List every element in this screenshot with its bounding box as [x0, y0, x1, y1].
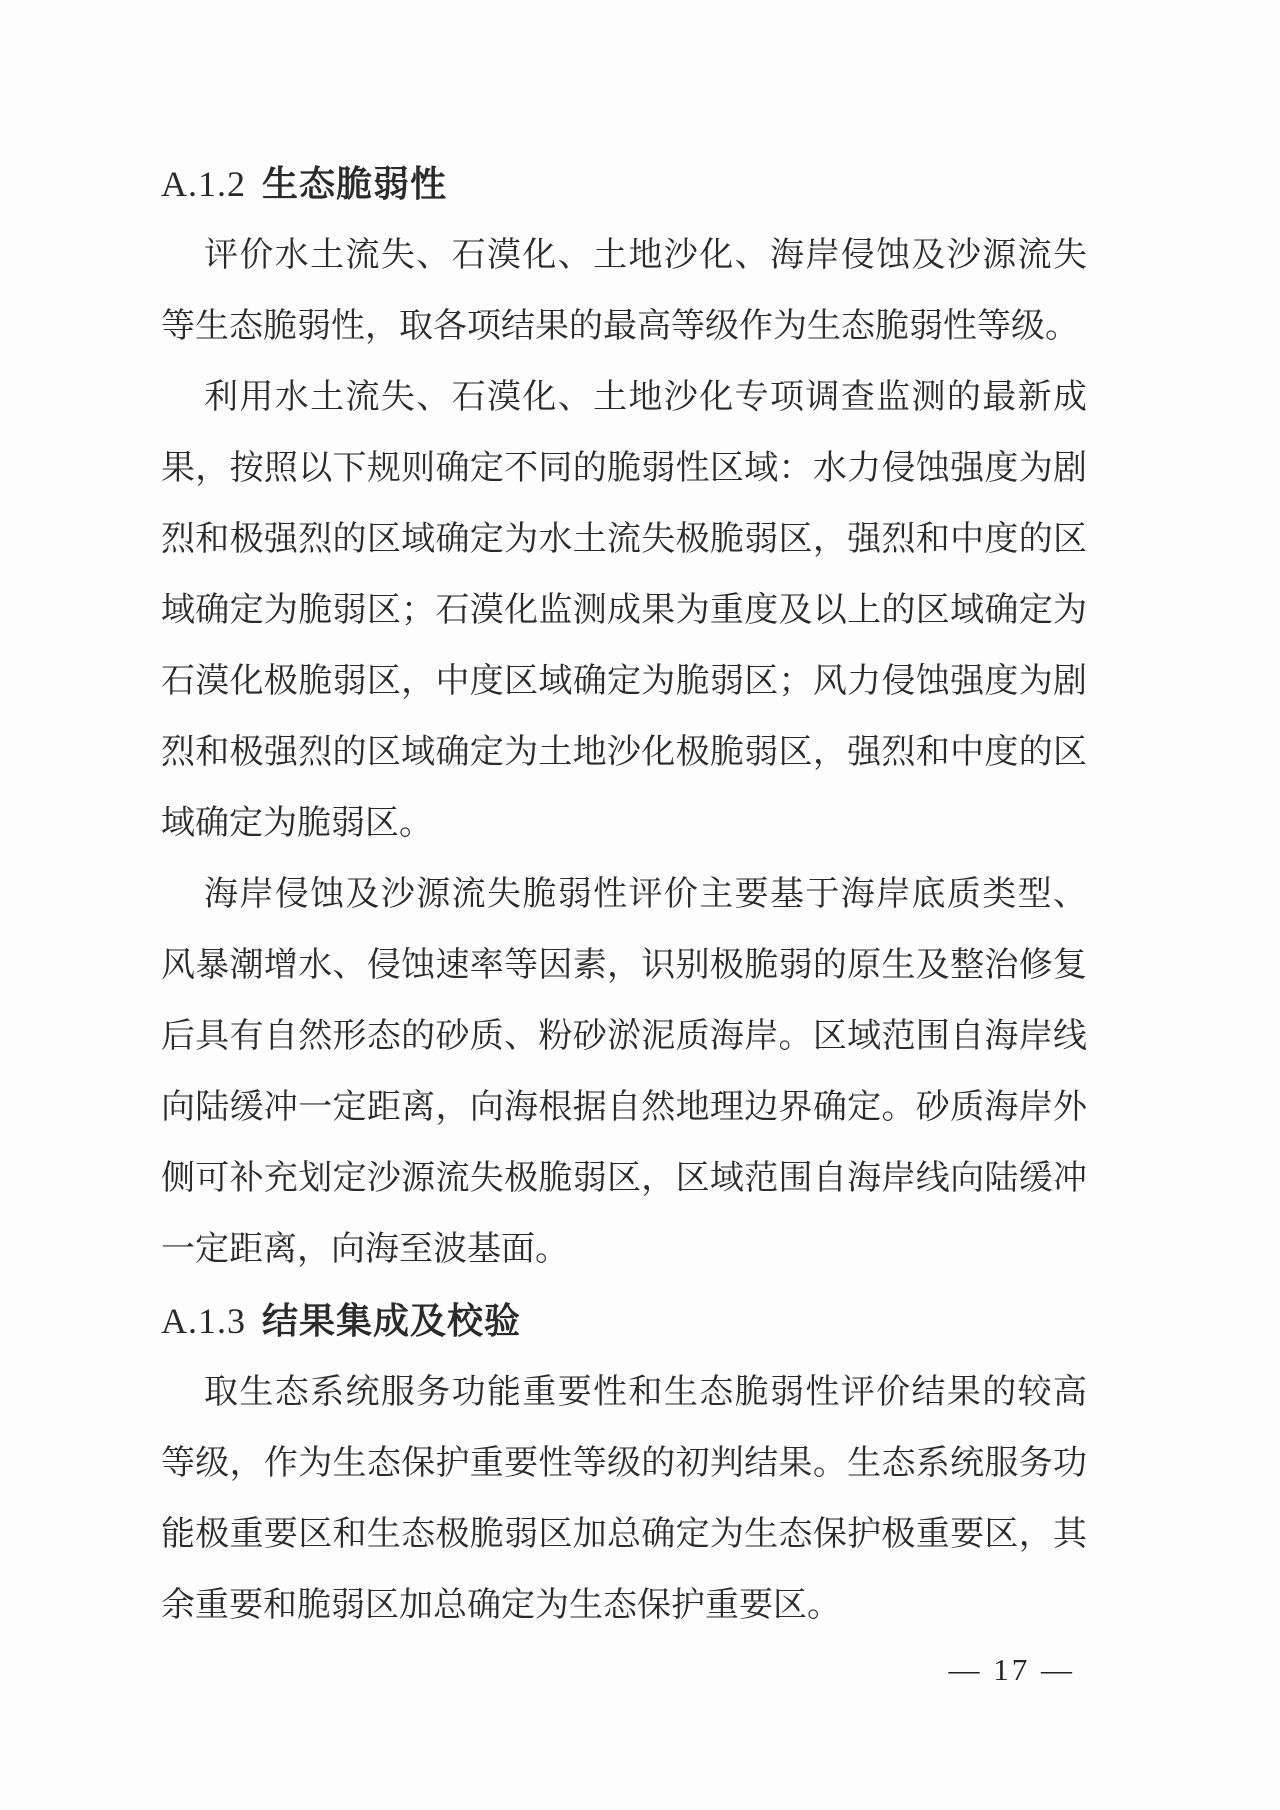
- document-body: [161, 148, 1087, 1697]
- paragraph: 取生态系统服务功能重要性和生态脆弱性评价结果的较高等级，作为生态保护重要性等级的初判结果。生态系统服务功能极重要区和生态极脆弱区加总确定为生态保护极重要区，其余重要和脆弱区加总确定为生态保护重要区。: [161, 1374, 1087, 1624]
- paragraph: 评价水土流失、石漠化、土地沙化、海岸侵蚀及沙源流失等生态脆弱性，取各项结果的最高等级作为生态脆弱性等级。: [161, 237, 1087, 345]
- paragraph: 海岸侵蚀及沙源流失脆弱性评价主要基于海岸底质类型、风暴潮增水、侵蚀速率等因素，识别极脆弱的原生及整治修复后具有自然形态的砂质、粉砂淤泥质海岸。区域范围自海岸线向陆缓冲一定距离，向海根据自然地理边界确定。砂质海岸外侧可补充划定沙源流失极脆弱区，区域范围自海岸线向陆缓冲一定距离，向海至波基面。: [161, 876, 1087, 1268]
- section-heading-a12: [161, 148, 1087, 220]
- section-heading-a13: [161, 1285, 1087, 1357]
- section-title: 生态脆弱性: [262, 163, 448, 204]
- page-number: — 17 —: [948, 1652, 1075, 1687]
- section-title: 结果集成及校验: [262, 1300, 522, 1341]
- section-number: A.1.3: [161, 1301, 246, 1341]
- section-number: A.1.2: [161, 164, 246, 204]
- paragraph: 利用水土流失、石漠化、土地沙化专项调查监测的最新成果，按照以下规则确定不同的脆弱性区域：水力侵蚀强度为剧烈和极强烈的区域确定为水土流失极脆弱区，强烈和中度的区域确定为脆弱区；石漠化监测成果为重度及以上的区域确定为石漠化极脆弱区，中度区域确定为脆弱区；风力侵蚀强度为剧烈和极强烈的区域确定为土地沙化极脆弱区，强烈和中度的区域确定为脆弱区。: [161, 379, 1087, 842]
